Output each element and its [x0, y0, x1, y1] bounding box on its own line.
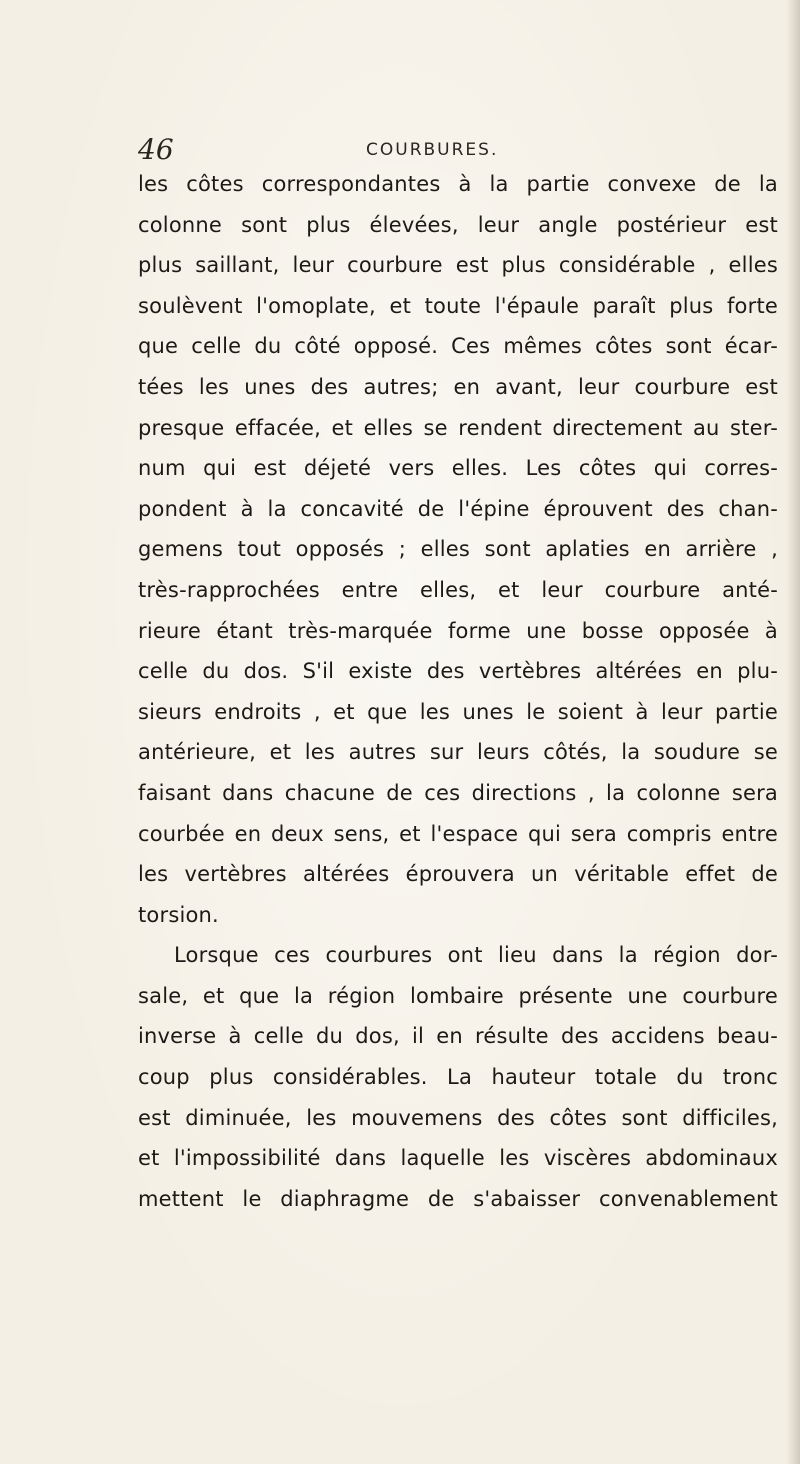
text-line: torsion. — [138, 902, 219, 927]
text-line: est diminuée, les mouvemens des côtes sont difficiles, — [138, 1105, 778, 1130]
text-line: inverse à celle du dos, il en résulte des accidens beau- — [138, 1024, 778, 1049]
text-line: pondent à la concavité de l'épine éprouvent des chan- — [138, 496, 778, 521]
text-line: coup plus considérables. La hauteur totale du tronc — [138, 1065, 778, 1090]
text-line: celle du dos. S'il existe des vertèbres altérées en plu- — [138, 659, 778, 684]
text-line: rieure étant très-marquée forme une bosse opposée à — [138, 618, 778, 643]
text-line: colonne sont plus élevées, leur angle postérieur est — [138, 212, 778, 237]
page-edge-shadow — [786, 0, 800, 1464]
text-line: faisant dans chacune de ces directions , la colonne sera — [138, 780, 778, 805]
text-line: les côtes correspondantes à la partie convexe de la — [138, 172, 778, 196]
text-line: gemens tout opposés ; elles sont aplaties en arrière , — [138, 537, 778, 562]
text-line: antérieure, et les autres sur leurs côtés, la soudure se — [138, 740, 778, 765]
text-line: sale, et que la région lombaire présente une courbure — [138, 983, 778, 1008]
paragraph-1 — [138, 164, 778, 935]
text-line: num qui est déjeté vers elles. Les côtes qui corres- — [138, 456, 778, 481]
text-line: courbée en deux sens, et l'espace qui sera compris entre — [138, 821, 778, 846]
text-line: plus saillant, leur courbure est plus considérable , elles — [138, 253, 778, 278]
paragraph-2 — [138, 935, 778, 1219]
text-line: sieurs endroits , et que les unes le soient à leur partie — [138, 699, 778, 724]
text-line: presque effacée, et elles se rendent directement au ster- — [138, 415, 778, 440]
page-number: 46 — [138, 133, 174, 166]
text-line: très-rapprochées entre elles, et leur courbure anté- — [138, 577, 778, 602]
text-line: soulèvent l'omoplate, et toute l'épaule paraît plus forte — [138, 293, 778, 318]
text-line: tées les unes des autres; en avant, leur courbure est — [138, 374, 778, 399]
running-title: COURBURES. — [366, 140, 499, 160]
text-line: mettent le diaphragme de s'abaisser convenablement — [138, 1186, 778, 1211]
text-line: Lorsque ces courbures ont lieu dans la région dor- — [174, 943, 778, 968]
body-text — [138, 164, 778, 1219]
text-line: que celle du côté opposé. Ces mêmes côtes sont écar- — [138, 334, 778, 359]
text-line: et l'impossibilité dans laquelle les viscères abdominaux — [138, 1146, 778, 1171]
text-line: les vertèbres altérées éprouvera un véritable effet de — [138, 862, 778, 887]
